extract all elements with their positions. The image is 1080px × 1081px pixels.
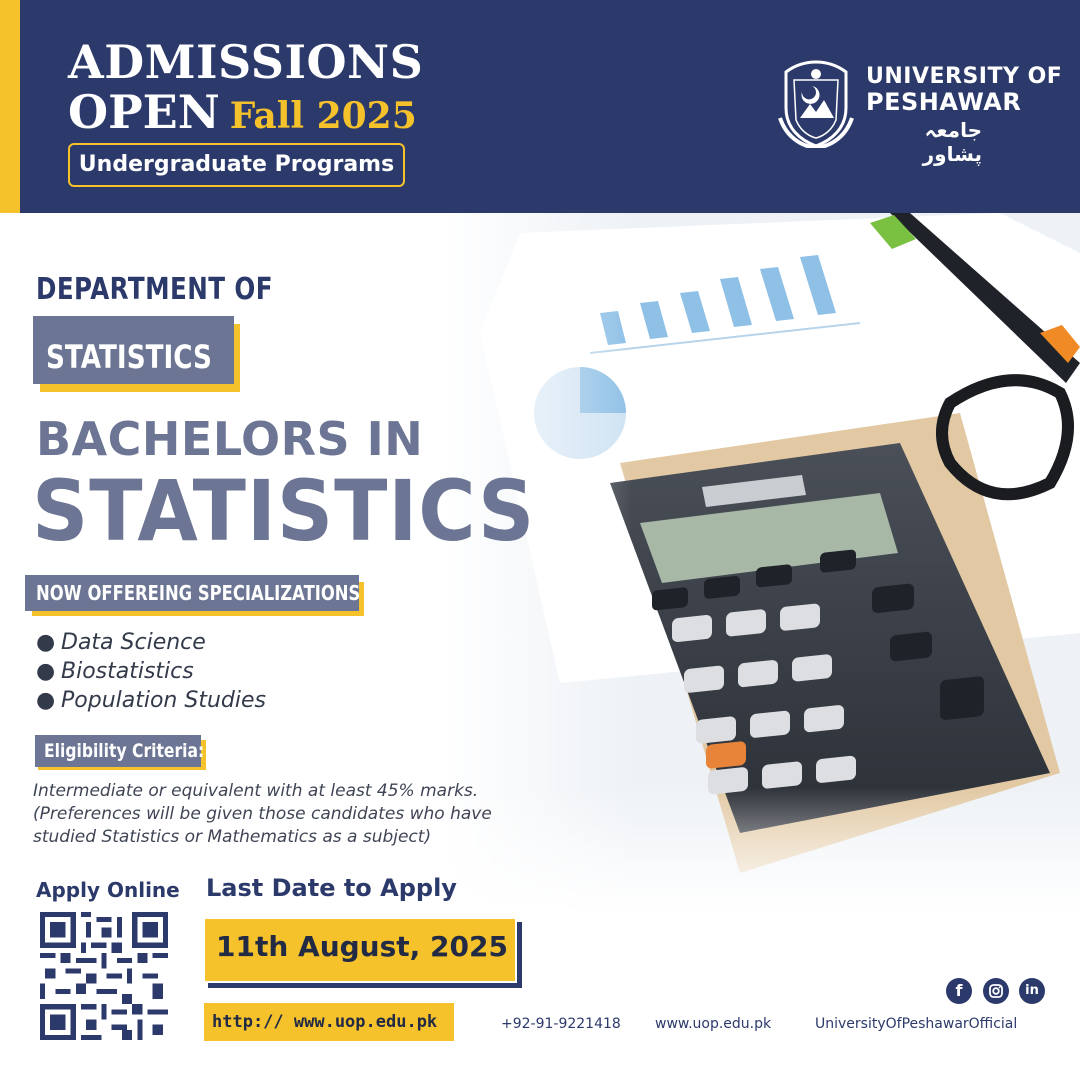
specializations-list xyxy=(36,628,266,715)
open-label: OPEN xyxy=(68,85,220,139)
contact-website[interactable]: www.uop.edu.pk xyxy=(655,1016,772,1032)
eligibility-description: Intermediate or equivalent with at least 45% marks. (Preferences will be given those candidates who have studied Statistics or Mathematics as a subject) xyxy=(33,781,492,847)
specializations-heading: NOW OFFEREING SPECIALIZATIONS IN xyxy=(36,581,386,605)
list-item xyxy=(36,628,266,657)
apply-online-label: Apply Online xyxy=(36,878,180,902)
apply-url-link[interactable]: http:// www.uop.edu.pk xyxy=(212,1012,438,1032)
contact-phone[interactable]: +92-91-9221418 xyxy=(501,1016,621,1032)
university-name-line2: PESHAWAR xyxy=(866,88,1022,116)
program-level-tag: Undergraduate Programs xyxy=(68,143,405,187)
bullet-icon: ● xyxy=(36,630,56,655)
header-accent-bar xyxy=(0,0,20,213)
program-title-line1: BACHELORS IN xyxy=(36,412,424,466)
specialization-label: Biostatistics xyxy=(61,659,194,684)
specialization-label: Data Science xyxy=(61,630,206,655)
department-name: STATISTICS xyxy=(46,338,212,376)
admissions-title: ADMISSIONS xyxy=(68,35,424,89)
qr-code-icon[interactable] xyxy=(40,912,168,1040)
instagram-icon[interactable] xyxy=(983,978,1009,1004)
list-item xyxy=(36,686,266,715)
linkedin-icon[interactable]: in xyxy=(1019,978,1045,1004)
university-crest-icon xyxy=(776,58,856,148)
admissions-subtitle xyxy=(68,86,417,150)
bullet-icon: ● xyxy=(36,688,56,713)
bullet-icon: ● xyxy=(36,659,56,684)
specialization-label: Population Studies xyxy=(61,688,266,713)
calculator-desk-illustration xyxy=(440,213,1080,913)
deadline-date: 11th August, 2025 xyxy=(216,930,508,963)
last-date-label: Last Date to Apply xyxy=(206,874,457,902)
facebook-icon[interactable]: f xyxy=(946,978,972,1004)
list-item xyxy=(36,657,266,686)
season-label: Fall 2025 xyxy=(229,95,417,137)
university-name-line1: UNIVERSITY OF xyxy=(866,64,1063,89)
program-title-line2: STATISTICS xyxy=(32,462,536,560)
eligibility-heading: Eligibility Criteria: xyxy=(44,740,205,762)
social-handle[interactable]: UniversityOfPeshawarOfficial xyxy=(815,1016,1018,1032)
department-prefix: DEPARTMENT OF xyxy=(36,272,273,307)
university-name-urdu: جامعہ پشاور xyxy=(922,118,982,166)
